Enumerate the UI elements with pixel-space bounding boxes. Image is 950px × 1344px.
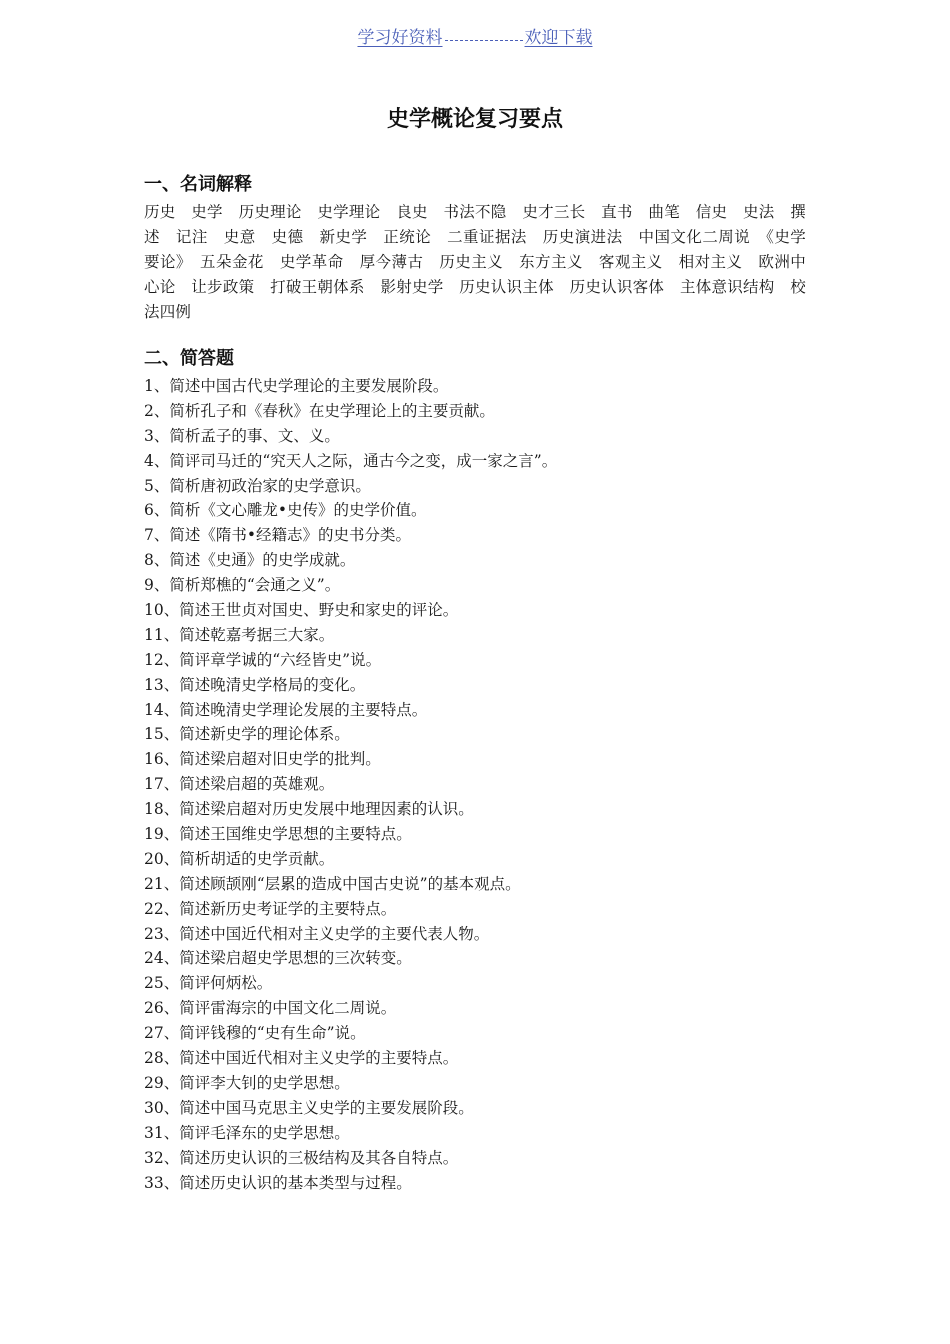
list-item: 10、简述王世贞对国史、野史和家史的评论。: [144, 601, 459, 620]
list-item: 31、简评毛泽东的史学思想。: [144, 1123, 350, 1142]
list-item: 30、简述中国马克思主义史学的主要发展阶段。: [144, 1098, 474, 1117]
list-item: 6、简析《文心雕龙•史传》的史学价值。: [144, 501, 427, 520]
list-item: 21、简述顾颉刚“层累的造成中国古史说”的基本观点。: [144, 874, 521, 893]
list-item: 3、简析孟子的事、文、义。: [144, 426, 340, 445]
list-item: 14、简述晚清史学理论发展的主要特点。: [144, 700, 428, 719]
list-item: 18、简述梁启超对历史发展中地理因素的认识。: [144, 800, 474, 819]
list-item: 27、简评钱穆的“史有生命”说。: [144, 1024, 366, 1043]
section-heading-questions: 二、简答题: [144, 348, 234, 369]
list-item: 8、简述《史通》的史学成就。: [144, 551, 356, 570]
list-item: 9、简析郑樵的“会通之义”。: [144, 576, 341, 595]
list-item: 33、简述历史认识的基本类型与过程。: [144, 1173, 412, 1192]
terms-paragraph: 历史 史学 历史理论 史学理论 良史 书法不隐 史才三长 直书 曲笔 信史 史法 撰述 记注 史意 史德 新史学 正统论 二重证据法 历史演进法 中国文化二周说 《史学要论》 五朵金花 史学革命 厚今薄古 历史主义 东方主义 客观主义 相对主义 欧洲中心论 让步政策 打破王朝体系 影射史学 历史认识主体 历史认识客体 主体意识结构 校法四例: [144, 203, 806, 321]
list-item: 29、简评李大钊的史学思想。: [144, 1073, 350, 1092]
list-item: 20、简析胡适的史学贡献。: [144, 849, 335, 868]
list-item: 2、简析孔子和《春秋》在史学理论上的主要贡献。: [144, 401, 495, 420]
list-item: 23、简述中国近代相对主义史学的主要代表人物。: [144, 924, 490, 943]
page-title: 史学概论复习要点: [386, 107, 563, 132]
list-item: 1、简述中国古代史学理论的主要发展阶段。: [144, 377, 449, 395]
question-list: [144, 374, 806, 1195]
list-item: 25、简评何炳松。: [144, 974, 273, 993]
header-dashed-gap: [445, 39, 523, 41]
list-item: 19、简述王国维史学思想的主要特点。: [144, 825, 412, 844]
list-item: 17、简述梁启超的英雄观。: [144, 775, 335, 794]
header-banner[interactable]: [0, 26, 950, 50]
list-item: 22、简述新历史考证学的主要特点。: [144, 899, 397, 918]
list-item: 24、简述梁启超史学思想的三次转变。: [144, 949, 412, 968]
list-item: 7、简述《隋书•经籍志》的史书分类。: [144, 526, 412, 545]
list-item: 26、简评雷海宗的中国文化二周说。: [144, 999, 397, 1018]
list-item: 4、简评司马迁的“究天人之际，通古今之变，成一家之言”。: [144, 451, 558, 470]
list-item: 11、简述乾嘉考据三大家。: [144, 625, 335, 644]
list-item: 12、简评章学诚的“六经皆史”说。: [144, 650, 382, 669]
list-item: 16、简述梁启超对旧史学的批判。: [144, 750, 381, 769]
list-item: 28、简述中国近代相对主义史学的主要特点。: [144, 1049, 459, 1068]
header-left-text[interactable]: 学习好资料: [357, 28, 443, 48]
header-right-text[interactable]: 欢迎下载: [524, 28, 593, 48]
list-item: 32、简述历史认识的三极结构及其各自特点。: [144, 1148, 459, 1167]
list-item: 13、简述晚清史学格局的变化。: [144, 675, 366, 694]
list-item: 15、简述新史学的理论体系。: [144, 725, 350, 744]
list-item: 5、简析唐初政治家的史学意识。: [144, 476, 371, 495]
section-heading-terms: 一、名词解释: [144, 174, 252, 195]
